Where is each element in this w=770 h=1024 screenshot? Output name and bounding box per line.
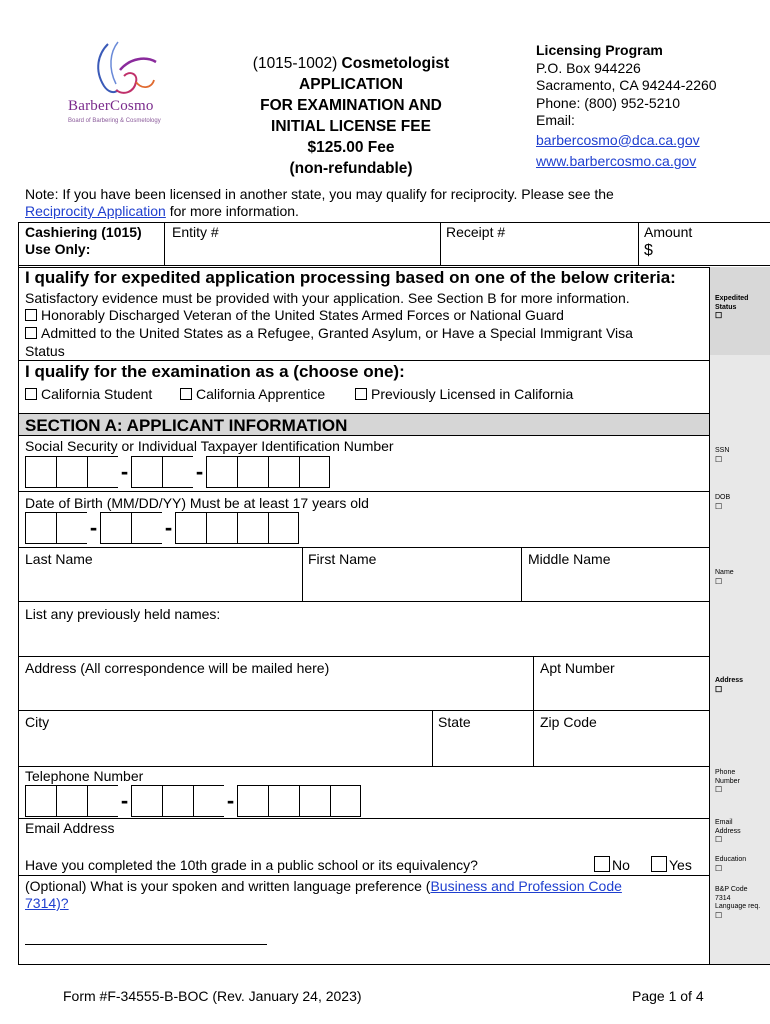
program-name: Licensing Program <box>536 42 663 58</box>
entity-field: Entity # <box>172 224 219 240</box>
dob-label: Date of Birth (MM/DD/YY) Must be at least 17 years old <box>25 495 369 511</box>
logo-swirl-icon <box>90 40 160 98</box>
first-name-field[interactable]: First Name <box>308 551 377 567</box>
expedited-option-refugee-cont: Status <box>25 343 65 359</box>
sidebar-bp-code: B&P Code 7314 Language req. ☐ <box>715 886 761 920</box>
middle-name-field[interactable]: Middle Name <box>528 551 611 567</box>
website-link[interactable]: www.barbercosmo.ca.gov <box>536 153 697 169</box>
sidebar-education: Education ☐ <box>715 856 747 873</box>
telephone-label: Telephone Number <box>25 768 144 784</box>
expedited-evidence: Satisfactory evidence must be provided with your application. See Section B for more information. <box>25 290 630 306</box>
grade-yes-option[interactable]: Yes <box>651 856 692 873</box>
language-question-cont <box>25 895 69 911</box>
reciprocity-link[interactable]: Reciprocity Application <box>25 203 166 219</box>
state-field[interactable]: State <box>438 714 471 730</box>
apprentice-checkbox[interactable] <box>180 388 192 400</box>
note-text: Note: If you have been licensed in another state, you may qualify for reciprocity. Please see the <box>25 186 614 202</box>
cashiering-label: Cashiering (1015) Use Only: <box>25 224 142 257</box>
title-fee: $125.00 Fee <box>307 139 395 156</box>
bp-code-link[interactable]: Business and Profession Code <box>430 878 622 894</box>
city-field[interactable]: City <box>25 714 50 730</box>
sidebar-ssn: SSN ☐ <box>715 447 730 464</box>
apt-number-field[interactable]: Apt Number <box>540 660 615 676</box>
form-number: Form #F-34555-B-BOC (Rev. January 24, 2023) <box>63 988 362 1004</box>
receipt-field: Receipt # <box>446 224 506 240</box>
exam-option-apprentice[interactable]: California Apprentice <box>180 386 325 402</box>
amount-dollar: $ <box>644 242 653 259</box>
exam-option-licensed[interactable]: Previously Licensed in California <box>355 386 573 402</box>
grade-yes-checkbox[interactable] <box>651 856 667 872</box>
sidebar-expedited-status: Expedited Status ☐ <box>715 295 749 320</box>
page-number: Page 1 of 4 <box>632 988 704 1004</box>
language-answer-line[interactable] <box>25 944 267 945</box>
phone: Phone: (800) 952-5210 <box>536 94 680 111</box>
grade-no-option[interactable]: No <box>594 856 630 873</box>
sidebar-email-address: Email Address ☐ <box>715 819 741 844</box>
email-address-field[interactable]: Email Address <box>25 820 115 836</box>
previous-names-field[interactable]: List any previously held names: <box>25 606 221 622</box>
refugee-checkbox[interactable] <box>25 327 37 339</box>
grade-question: Have you completed the 10th grade in a public school or its equivalency? <box>25 857 478 873</box>
sidebar-address: Address ☐ <box>715 677 744 694</box>
exam-option-student[interactable]: California Student <box>25 386 152 402</box>
sidebar-phone-number: Phone Number ☐ <box>715 769 740 794</box>
ssn-input[interactable]: - - <box>25 456 330 488</box>
sidebar-dob: DOB ☐ <box>715 494 731 511</box>
section-a-heading: SECTION A: APPLICANT INFORMATION <box>25 416 348 435</box>
student-checkbox[interactable] <box>25 388 37 400</box>
reciprocity-note <box>25 186 715 220</box>
expedited-option-veteran[interactable]: Honorably Discharged Veteran of the United States Armed Forces or National Guard <box>25 307 564 323</box>
title-line-4: INITIAL LICENSE FEE <box>271 118 431 135</box>
logo-tagline: Board of Barbering & Cosmetology <box>68 118 161 124</box>
amount-field: Amount <box>644 224 693 240</box>
title-line-2: APPLICATION <box>299 76 403 93</box>
title-line-3: FOR EXAMINATION AND <box>260 97 442 114</box>
board-logo <box>68 40 178 130</box>
dob-input[interactable]: - - <box>25 512 299 544</box>
bp-code-link-2[interactable]: 7314)? <box>25 895 69 911</box>
grade-no-checkbox[interactable] <box>594 856 610 872</box>
logo-name: BarberCosmo <box>68 98 154 114</box>
po-box: P.O. Box 944226 <box>536 59 641 76</box>
address-field[interactable]: Address (All correspondence will be mailed here) <box>25 660 330 676</box>
last-name-field[interactable]: Last Name <box>25 551 93 567</box>
title-code: (1015-1002) <box>252 55 338 72</box>
title-profession: Cosmetologist <box>341 55 450 72</box>
title-refund: (non-refundable) <box>289 160 413 177</box>
contact-info <box>536 42 717 171</box>
ssn-label: Social Security or Individual Taxpayer Identification Number <box>25 438 394 454</box>
exam-heading: I qualify for the examination as a (choose one): <box>25 362 405 381</box>
expedited-heading: I qualify for expedited application processing based on one of the below criteria: <box>25 268 676 287</box>
expedited-option-refugee[interactable]: Admitted to the United States as a Refugee, Granted Asylum, or Have a Special Immigrant Visa <box>25 325 633 341</box>
sidebar-name: Name ☐ <box>715 569 734 586</box>
email-link[interactable]: barbercosmo@dca.ca.gov <box>536 131 700 148</box>
licensed-checkbox[interactable] <box>355 388 367 400</box>
city-address: Sacramento, CA 94244-2260 <box>536 77 717 93</box>
form-title <box>228 53 474 179</box>
language-question: (Optional) What is your spoken and written language preference (Business and Profession Code <box>25 878 622 894</box>
email-label: Email: <box>536 112 575 128</box>
veteran-checkbox[interactable] <box>25 309 37 321</box>
note-text-2: for more information. <box>165 203 299 219</box>
telephone-input[interactable]: - - <box>25 785 361 817</box>
zip-code-field[interactable]: Zip Code <box>540 714 597 730</box>
